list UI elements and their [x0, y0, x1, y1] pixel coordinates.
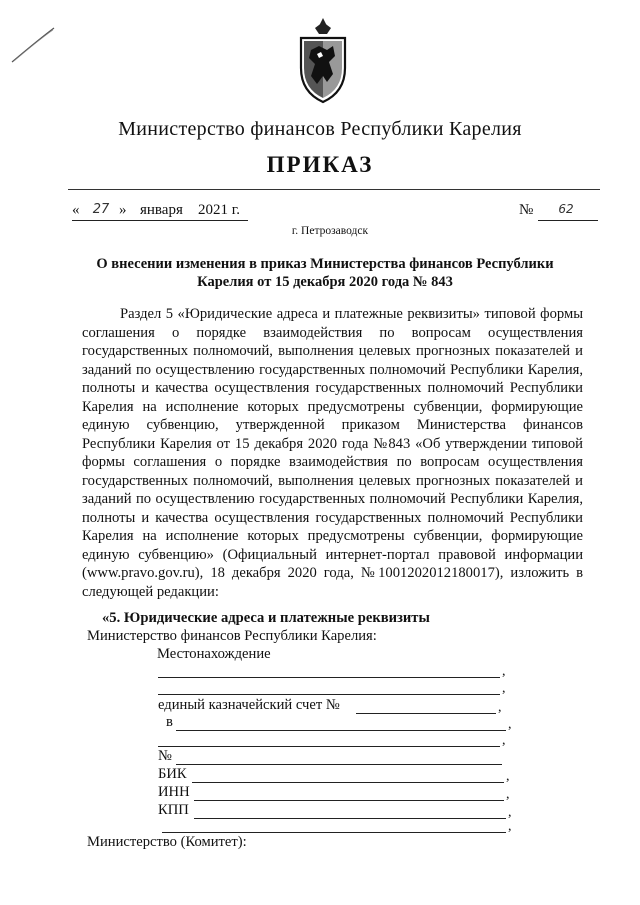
section-5-title: «5. Юридические адреса и платежные реквизиты: [102, 610, 430, 626]
bank-name-blank-line-2: [158, 746, 500, 747]
order-number-label: №: [519, 202, 534, 218]
order-number-handwritten: 62: [558, 202, 574, 216]
date-open-quote: «: [72, 202, 80, 218]
kpp-label: КПП: [158, 802, 189, 818]
date-year: 2021 г.: [198, 202, 240, 218]
field-comma: ,: [502, 681, 506, 696]
order-number-underline: [538, 220, 598, 221]
date-close-quote: »: [119, 202, 127, 218]
location-blank-line-2: [158, 694, 500, 695]
bank-name-blank-line-1: [176, 730, 506, 731]
inn-label: ИНН: [158, 784, 190, 800]
form-location-label: Местонахождение: [157, 646, 271, 662]
account-number-label: №: [158, 748, 172, 764]
bank-in-label: в: [166, 714, 173, 730]
ministry-committee-label: Министерство (Комитет):: [87, 834, 247, 850]
field-comma: ,: [502, 733, 506, 748]
extra-blank-line: [162, 832, 506, 833]
kpp-blank: [194, 818, 506, 819]
date-month: января: [140, 202, 183, 218]
field-comma: ,: [498, 700, 502, 715]
inn-blank: [194, 800, 504, 801]
field-comma: ,: [508, 717, 512, 732]
coat-of-arms-emblem: [297, 16, 349, 104]
header-divider: [68, 189, 600, 190]
order-subject: О внесении изменения в приказ Министерства финансов Республики Карелия от 15 декабря 2020 года № 843: [96, 256, 554, 290]
account-number-blank: [176, 764, 502, 765]
date-day-handwritten: 27: [92, 202, 110, 217]
bik-label: БИК: [158, 766, 187, 782]
field-comma: ,: [508, 805, 512, 820]
field-comma: ,: [506, 787, 510, 802]
treasury-account-blank: [356, 713, 496, 714]
field-comma: ,: [502, 664, 506, 679]
ministry-name-heading: Министерство финансов Республики Карелия: [118, 118, 522, 140]
location-blank-line-1: [158, 677, 500, 678]
pen-stroke-mark: [10, 26, 56, 64]
treasury-account-label: единый казначейский счет №: [158, 697, 340, 713]
document-type-title: ПРИКАЗ: [266, 152, 374, 177]
field-comma: ,: [506, 769, 510, 784]
field-comma: ,: [508, 819, 512, 834]
bik-blank: [192, 782, 504, 783]
form-ministry-line: Министерство финансов Республики Карелия:: [87, 628, 377, 644]
order-body-paragraph: Раздел 5 «Юридические адреса и платежные реквизиты» типовой формы соглашения о порядке взаимодействия по вопросам осуществления государственных полномочий, выполнения целевых прогнозных показателей и заданий по осуществлению государственных полномочий Республики Карелия, полноты и качества осуществления государственных полномочий Республики Карелия на исполнение которых предусмотрены субвенции, формирующие единую субвенцию, утвержденной приказом Министерства финансов Республики Карелия от 15 декабря 2020 года №843 «Об утверждении типовой формы соглашения о порядке взаимодействия по вопросам осуществления государственных полномочий, выполнения целевых прогнозных показателей и заданий по осуществлению государственных полномочий Республики Карелия, полноты и качества осуществления государственных полномочий Республики Карелия на исполнение которых предусмотрены субвенции, формирующие единую субвенцию» (Официальный интернет-портал правовой информации (www.pravo.gov.ru), 18 декабря 2020 года, №1001202012180017), изложить в следующей редакции:: [82, 306, 583, 600]
city-line: г. Петрозаводск: [291, 225, 369, 237]
date-underline: [72, 220, 248, 221]
